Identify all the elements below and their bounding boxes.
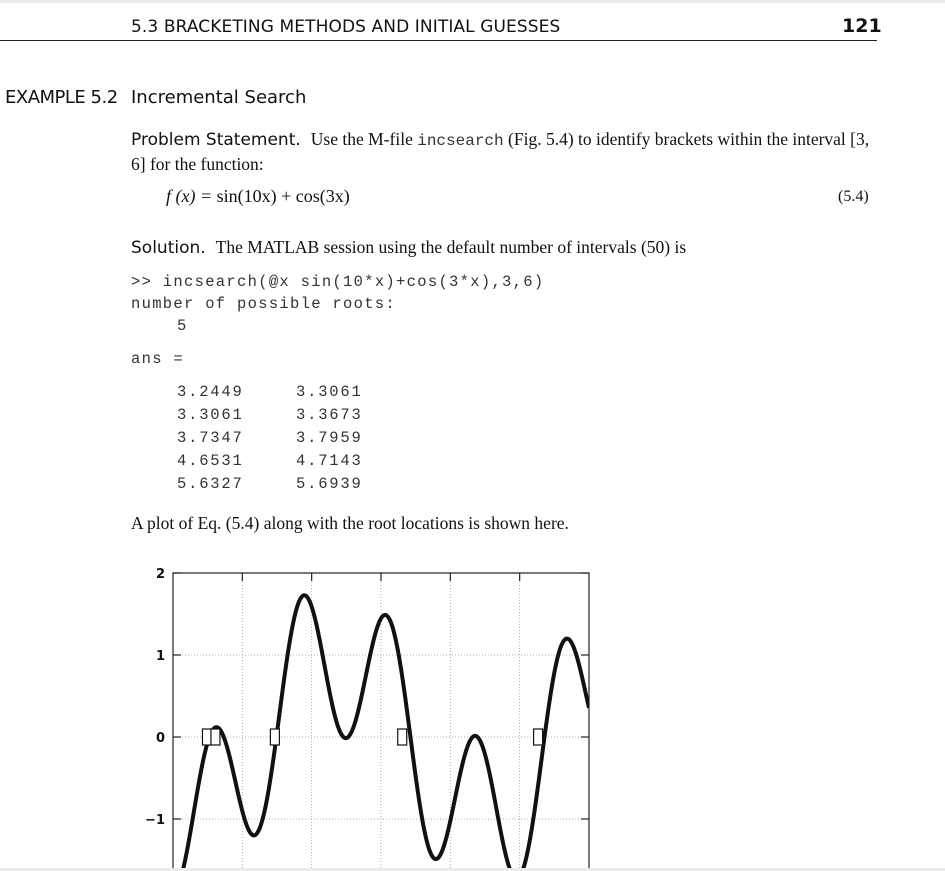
running-head: 5.3 BRACKETING METHODS AND INITIAL GUESSES [131, 17, 561, 37]
root-markers [202, 729, 542, 745]
y-tick-labels [145, 567, 165, 828]
y-tick-label: 0 [155, 731, 165, 746]
session-ans-label: ans = [131, 350, 185, 368]
ans-upper: 3.7959 [296, 429, 363, 447]
root-marker [270, 729, 279, 745]
root-marker [211, 729, 220, 745]
page-top-band [0, 0, 945, 3]
ans-upper: 3.3061 [296, 383, 363, 401]
y-tick-label: 2 [155, 567, 165, 582]
problem-text-after: (Fig. 5.4) to identify brackets within the interval [3, 6] for the function: [131, 129, 870, 174]
y-tick-label: 1 [155, 649, 165, 664]
session-output-label: number of possible roots: [131, 295, 397, 313]
ans-lower: 5.6327 [177, 475, 244, 493]
ans-row [177, 383, 415, 401]
ans-lower: 3.7347 [177, 429, 244, 447]
equation-number: (5.4) [838, 188, 869, 205]
plot-grid [173, 573, 589, 871]
plot-ticks [173, 573, 589, 819]
mfile-name: incsearch [417, 132, 504, 150]
session-command: >> incsearch(@x sin(10*x)+cos(3*x),3,6) [131, 273, 545, 291]
equation-lhs: f (x) = [166, 186, 217, 206]
root-marker [534, 729, 543, 745]
example-title: Incremental Search [131, 87, 307, 108]
ans-row [177, 452, 415, 470]
problem-lead: Problem Statement. [131, 130, 301, 150]
problem-text-before: Use the M-file [310, 129, 418, 149]
ans-upper: 5.6939 [296, 475, 363, 493]
ans-lower: 4.6531 [177, 452, 244, 470]
plot-frame [173, 573, 589, 871]
solution-text [131, 236, 881, 260]
root-marker [202, 729, 211, 745]
function-curve [173, 595, 589, 871]
ans-row [177, 406, 415, 424]
ans-row [177, 475, 415, 493]
ans-row [177, 429, 415, 447]
solution-lead: Solution. [131, 238, 206, 258]
solution-body: The MATLAB session using the default number of intervals (50) is [215, 237, 687, 257]
example-label: EXAMPLE 5.2 [5, 87, 118, 108]
problem-statement [131, 128, 881, 176]
header-rule [0, 40, 877, 41]
ans-lower: 3.3061 [177, 406, 244, 424]
session-root-count: 5 [177, 317, 188, 335]
ans-lower: 3.2449 [177, 383, 244, 401]
y-tick-label: −1 [145, 813, 165, 828]
ans-upper: 4.7143 [296, 452, 363, 470]
ans-upper: 3.3673 [296, 406, 363, 424]
plot-caption: A plot of Eq. (5.4) along with the root locations is shown here. [131, 513, 569, 533]
equation [166, 186, 350, 207]
page-number: 121 [842, 15, 882, 37]
equation-rhs: sin(10x) + cos(3x) [216, 186, 350, 206]
root-marker [398, 729, 407, 745]
